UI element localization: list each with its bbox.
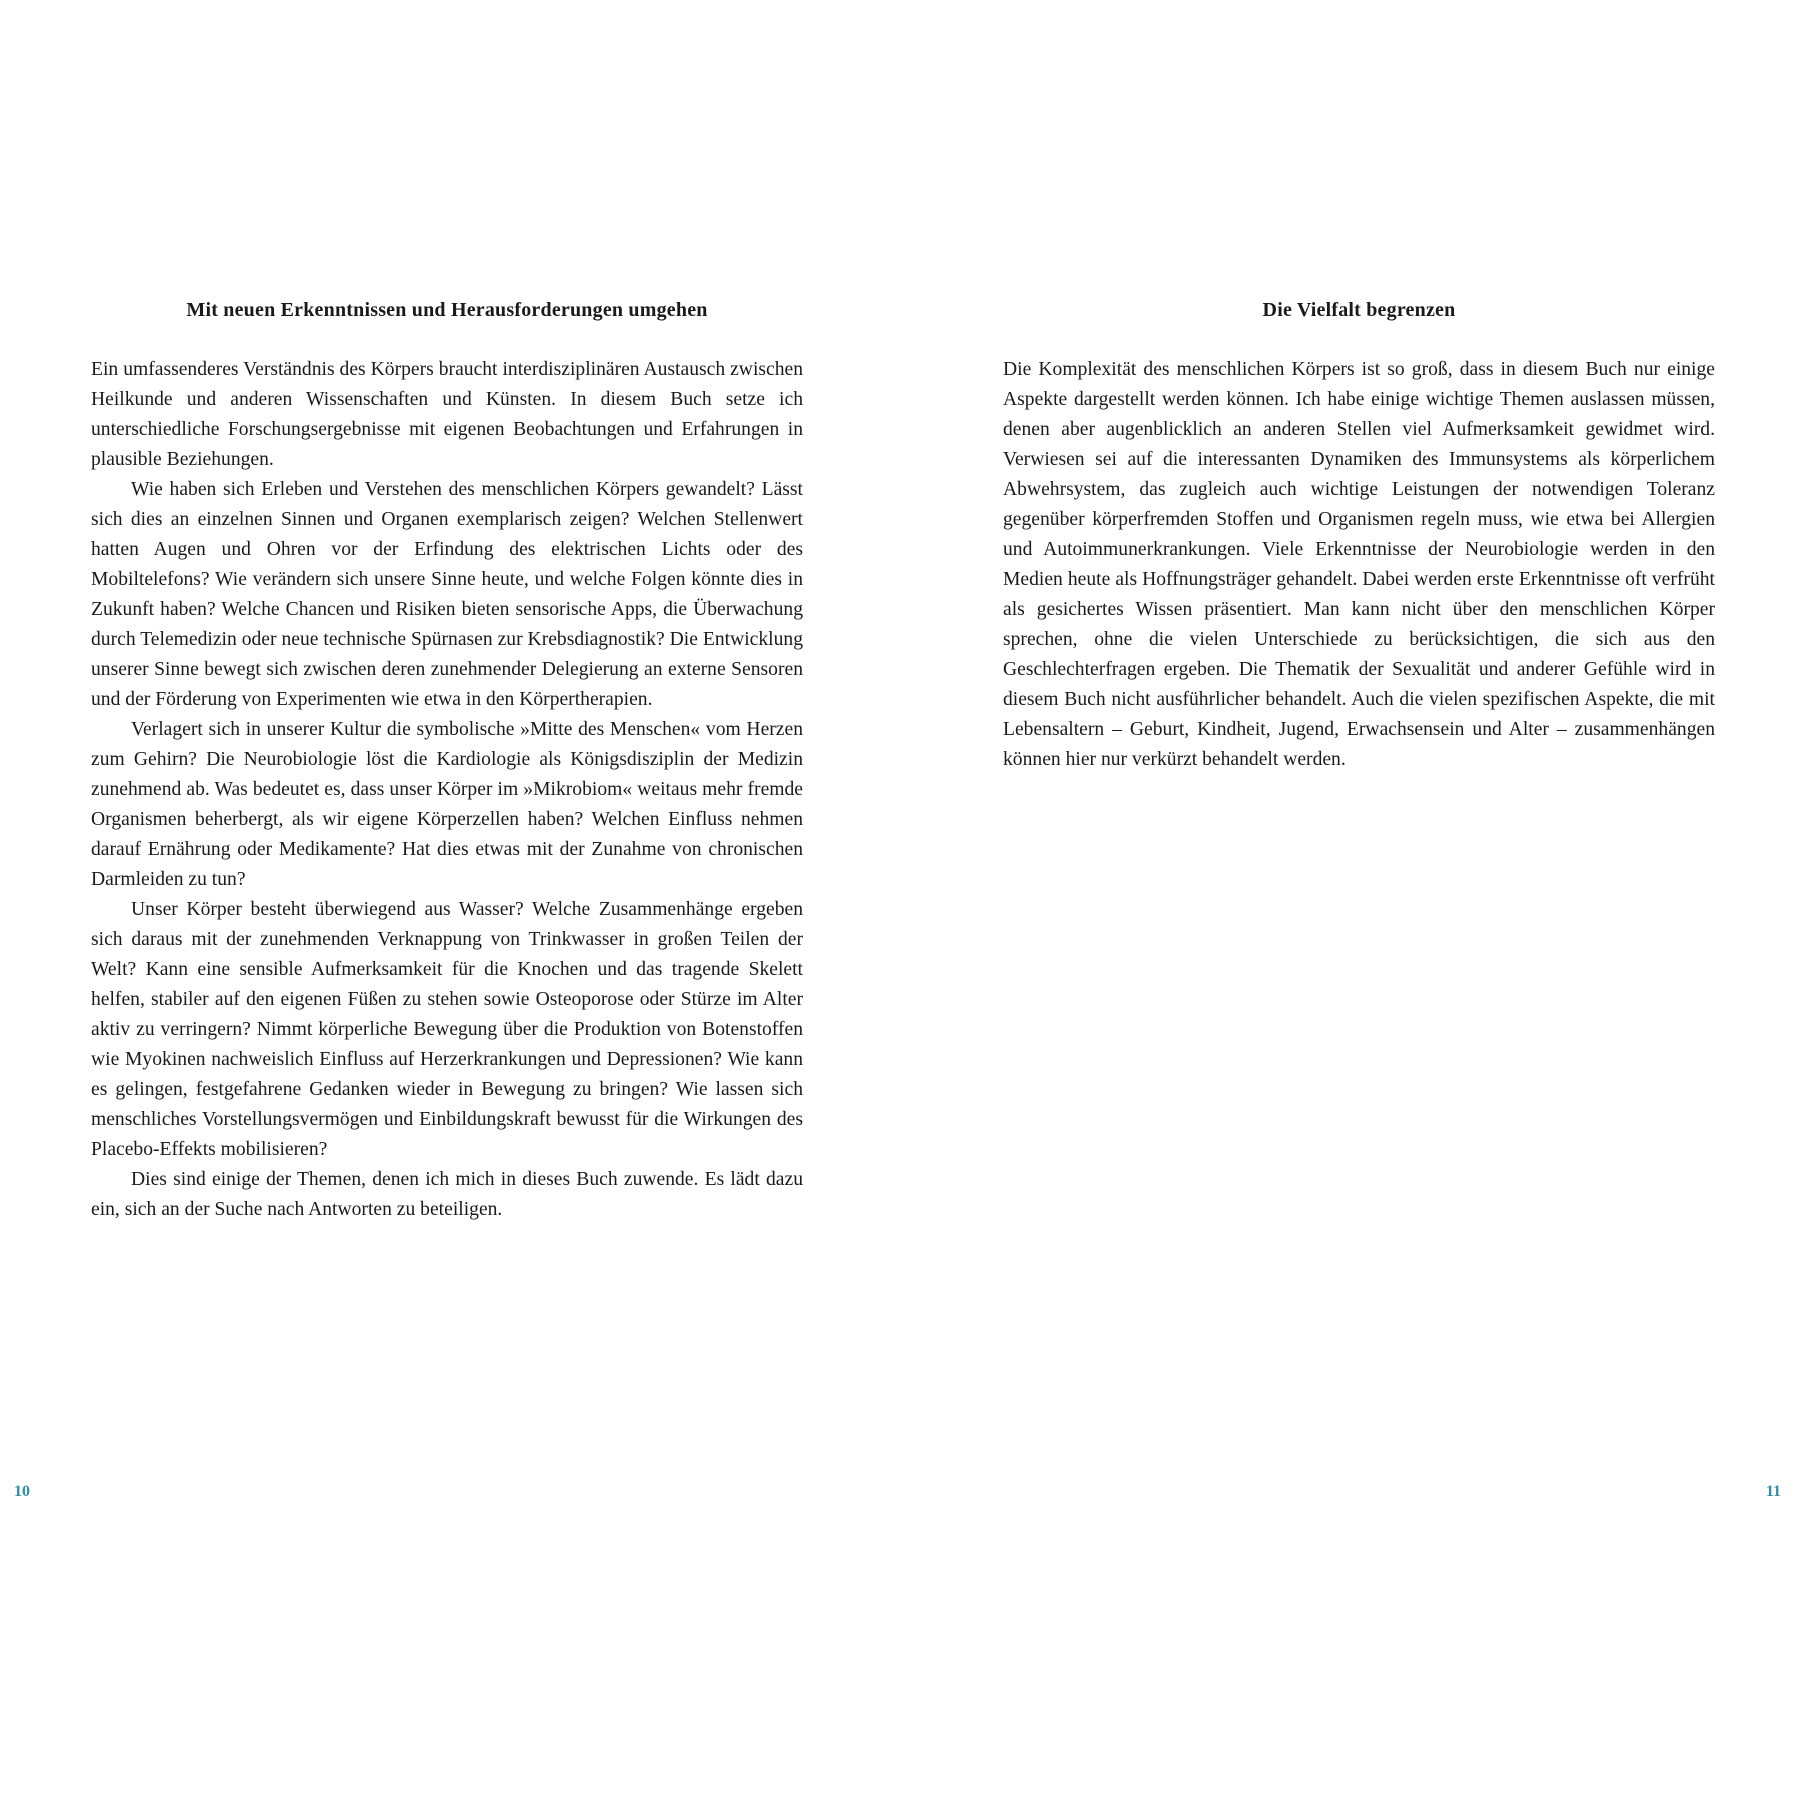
left-page xyxy=(0,0,897,1795)
right-page xyxy=(898,0,1795,1795)
left-paragraph-5: Dies sind einige der Themen, denen ich mich in dieses Buch zuwende. Es lädt dazu ein, sich an der Suche nach Antworten zu beteiligen. xyxy=(91,1169,803,1220)
left-heading: Mit neuen Erkenntnissen und Herausforderungen umgehen xyxy=(186,299,708,321)
left-paragraph-3: Verlagert sich in unserer Kultur die symbolische »Mitte des Menschen« vom Herzen zum Gehirn? Die Neurobiologie löst die Kardiologie als Königsdisziplin der Medizin zunehmend ab. Was bedeutet es, dass unser Körper im »Mikrobiom« weitaus mehr fremde Organismen beherbergt, als wir eigene Körperzellen haben? Welchen Einfluss nehmen darauf Ernährung oder Medikamente? Hat dies etwas mit der Zunahme von chronischen Darmleiden zu tun? xyxy=(91,719,803,890)
right-page-number: 11 xyxy=(1765,1483,1781,1500)
left-page-number: 10 xyxy=(14,1483,30,1500)
left-paragraph-2: Wie haben sich Erleben und Verstehen des menschlichen Körpers gewandelt? Lässt sich dies an einzelnen Sinnen und Organen exemplarisch zeigen? Welchen Stellenwert hatten Augen und Ohren vor der Erfindung des elektrischen Lichts oder des Mobiltelefons? Wie verändern sich unsere Sinne heute, und welche Folgen könnte dies in Zukunft haben? Welche Chancen und Risiken bieten sensorische Apps, die Überwachung durch Telemedizin oder neue technische Spürnasen zur Krebsdiagnostik? Die Entwicklung unserer Sinne bewegt sich zwischen deren zunehmender Delegierung an externe Sensoren und der Förderung von Experimenten wie etwa in den Körpertherapien. xyxy=(91,479,803,710)
left-paragraph-1: Ein umfassenderes Verständnis des Körpers braucht interdisziplinären Austausch zwischen Heilkunde und anderen Wissenschaften und Künsten. In diesem Buch setze ich unterschiedliche Forschungsergebnisse mit eigenen Beobachtungen und Erfahrungen in plausible Beziehungen. xyxy=(91,359,803,470)
left-paragraph-4: Unser Körper besteht überwiegend aus Wasser? Welche Zusammenhänge ergeben sich daraus mit der zunehmenden Verknappung von Trinkwasser in großen Teilen der Welt? Kann eine sensible Aufmerksamkeit für die Knochen und das tragende Skelett helfen, stabiler auf den eigenen Füßen zu stehen sowie Osteoporose oder Stürze im Alter aktiv zu verringern? Nimmt körperliche Bewegung über die Produktion von Botenstoffen wie Myokinen nachweislich Einfluss auf Herzerkrankungen und Depressionen? Wie kann es gelingen, festgefahrene Gedanken wieder in Bewegung zu bringen? Wie lassen sich menschliches Vorstellungsvermögen und Einbildungskraft bewusst für die Wirkungen des Placebo-Effekts mobilisieren? xyxy=(91,899,803,1160)
right-text-column xyxy=(1003,296,1715,775)
left-text-column xyxy=(91,296,803,1225)
right-heading: Die Vielfalt begrenzen xyxy=(1262,299,1456,321)
right-paragraph-1: Die Komplexität des menschlichen Körpers ist so groß, dass in diesem Buch nur einige Aspekte dargestellt werden können. Ich habe einige wichtige Themen auslassen müssen, denen aber augenblicklich an anderen Stellen viel Aufmerksamkeit gewidmet wird. Verwiesen sei auf die interessanten Dynamiken des Immunsystems als körperlichem Abwehrsystem, das zugleich auch wichtige Leistungen der notwendigen Toleranz gegenüber körperfremden Stoffen und Organismen regeln muss, wie etwa bei Allergien und Autoimmunerkrankungen. Viele Erkenntnisse der Neurobiologie werden in den Medien heute als Hoffnungsträger gehandelt. Dabei werden erste Erkenntnisse oft verfrüht als gesichertes Wissen präsentiert. Man kann nicht über den menschlichen Körper sprechen, ohne die vielen Unterschiede zu berücksichtigen, die sich aus den Geschlechterfragen ergeben. Die Thematik der Sexualität und anderer Gefühle wird in diesem Buch nicht ausführlicher behandelt. Auch die vielen spezifischen Aspekte, die mit Lebensaltern – Geburt, Kindheit, Jugend, Erwachsensein und Alter – zusammenhängen können hier nur verkürzt behandelt werden. xyxy=(1003,359,1715,770)
